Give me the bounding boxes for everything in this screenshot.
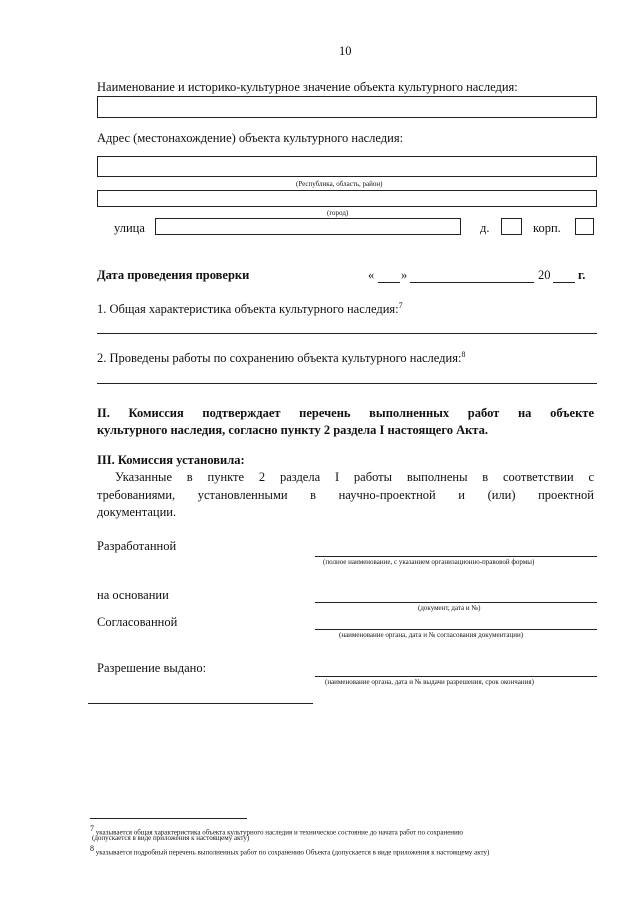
address-label: Адрес (местонахождение) объекта культурного наследия:	[97, 131, 404, 145]
date-year-suffix: г.	[578, 268, 586, 282]
date-day-line[interactable]	[378, 282, 400, 283]
permit-extra-line[interactable]	[88, 703, 313, 704]
building-field[interactable]	[575, 218, 594, 235]
footnote-7-mark: 7	[90, 824, 94, 833]
item1-text: 1. Общая характеристика объекта культурного наследия:$^7$	[97, 301, 403, 317]
footnote-7: $^7$ указывается общая характеристика объекта культурного наследия и техническое состояние до начата работ по сохранению	[90, 824, 464, 837]
developed-caption: (полное наименование, с указанием организационно-правовой формы)	[323, 558, 535, 566]
section3-title: III. Комиссия установила:	[97, 453, 245, 467]
item1-answer-line[interactable]	[97, 333, 597, 334]
item2-text: 2. Проведены работы по сохранению объекта культурного наследия:$^8$	[97, 350, 466, 366]
basis-caption: (документ, дата и №)	[418, 604, 481, 612]
basis-label: на основании	[97, 588, 169, 602]
region-field[interactable]	[97, 156, 597, 177]
item2-footnote-ref: 8	[461, 350, 466, 359]
item2-answer-line[interactable]	[97, 383, 597, 384]
agreed-label: Согласованной	[97, 615, 178, 629]
building-label: корп.	[533, 221, 561, 235]
page-number: 10	[339, 44, 352, 58]
street-label: улица	[114, 221, 145, 235]
street-field[interactable]	[155, 218, 461, 235]
section3-line3: документации.	[97, 505, 177, 519]
inspection-date-label: Дата проведения проверки	[97, 268, 250, 282]
agreed-line[interactable]	[315, 629, 597, 630]
date-open-quote: «	[368, 268, 375, 282]
object-name-field[interactable]	[97, 96, 597, 118]
section3-line2: требованиями, установленными в научно-проектной и (или) проектной	[97, 488, 594, 502]
developed-line[interactable]	[315, 556, 597, 557]
permit-caption: (наименование органа, дата и № выдачи разрешения, срок окончания)	[325, 678, 534, 686]
footnote-separator	[90, 818, 247, 819]
city-field[interactable]	[97, 190, 597, 207]
footnote-8-mark: 8	[90, 844, 94, 853]
region-caption: (Республика, область, район)	[296, 180, 383, 188]
permit-label: Разрешение выдано:	[97, 661, 207, 675]
permit-line[interactable]	[315, 676, 597, 677]
section2-line2: культурного наследия, согласно пункту 2 раздела I настоящего Акта.	[97, 423, 488, 437]
item1-footnote-ref: 7	[398, 301, 403, 310]
basis-line[interactable]	[315, 602, 597, 603]
date-year-line[interactable]	[553, 282, 575, 283]
object-name-label: Наименование и историко-культурное значение объекта культурного наследия:	[97, 80, 518, 94]
footnote-8: $^8$ указывается подробный перечень выполненных работ по сохранению Объекта (допускается в виде приложения к настоящему акту)	[90, 844, 490, 857]
date-month-line[interactable]	[410, 282, 534, 283]
date-close-quote: »	[401, 268, 408, 282]
footnote-7-continuation: (допускается в виде приложения к настоящему акту)	[92, 834, 250, 842]
agreed-caption: (наименование органа, дата и № согласования документации)	[339, 631, 524, 639]
developed-label: Разработанной	[97, 539, 177, 553]
section3-line1: Указанные в пункте 2 раздела I работы выполнены в соответствии с	[115, 470, 594, 484]
date-year-prefix: 20	[538, 268, 551, 282]
house-field[interactable]	[501, 218, 522, 235]
city-caption: (город)	[327, 209, 349, 217]
house-label: д.	[480, 221, 490, 235]
section2-line1: II. Комиссия подтверждает перечень выполненных работ на объекте	[97, 406, 594, 420]
